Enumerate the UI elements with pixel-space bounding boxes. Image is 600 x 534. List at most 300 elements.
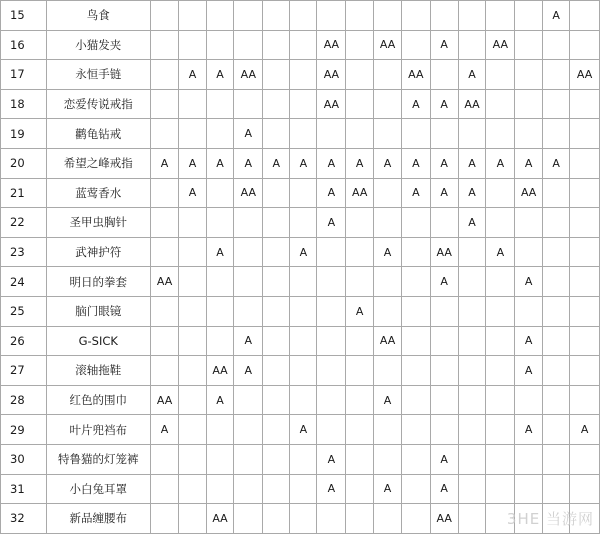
rating-cell [206,30,234,60]
rating-cell [346,504,374,534]
rating-cell: A [206,60,234,90]
rating-cell: A [206,148,234,178]
rating-cell [206,119,234,149]
rating-cell [206,326,234,356]
rating-cell [150,178,179,208]
rating-cell [150,444,179,474]
rating-cell [401,415,430,445]
rating-cell [150,504,179,534]
rating-cell [346,415,374,445]
rating-cell [486,474,515,504]
rating-cell [570,30,600,60]
rating-cell [570,385,600,415]
rating-cell [206,474,234,504]
rating-cell [515,444,543,474]
rating-cell [543,119,570,149]
rating-cell [263,267,290,297]
rating-cell: A [430,474,458,504]
table-row [1,326,600,356]
rating-cell: A [374,148,402,178]
rating-cell [263,296,290,326]
rating-cell [401,474,430,504]
rating-cell: AA [570,60,600,90]
rating-cell [570,356,600,386]
rating-cell: A [515,326,543,356]
rating-cell [290,474,317,504]
rating-cell [234,415,263,445]
rating-cell [570,148,600,178]
rating-cell: A [290,237,317,267]
rating-cell [263,178,290,208]
rating-cell [401,267,430,297]
rating-cell [458,296,486,326]
rating-cell [234,1,263,31]
rating-cell [374,208,402,238]
rating-cell [234,474,263,504]
rating-cell [290,1,317,31]
rating-cell [543,415,570,445]
rating-cell: A [430,30,458,60]
table-row [1,444,600,474]
rating-cell [458,504,486,534]
item-name: 恋爱传说戒指 [46,89,150,119]
rating-cell [374,504,402,534]
item-name: 永恒手链 [46,60,150,90]
rating-cell [290,208,317,238]
rating-cell [290,119,317,149]
row-number: 16 [1,30,47,60]
rating-cell: A [374,237,402,267]
item-name: 希望之峰戒指 [46,148,150,178]
rating-cell: AA [486,30,515,60]
table-row [1,60,600,90]
rating-cell [290,504,317,534]
rating-cell [515,296,543,326]
rating-cell [206,208,234,238]
rating-cell [206,1,234,31]
rating-cell [458,267,486,297]
rating-cell [430,296,458,326]
rating-cell [234,30,263,60]
rating-cell: A [263,148,290,178]
rating-cell: A [234,119,263,149]
rating-cell [346,326,374,356]
rating-cell [401,444,430,474]
rating-cell [290,356,317,386]
rating-cell [486,89,515,119]
rating-cell: A [346,296,374,326]
rating-cell [290,89,317,119]
rating-cell: A [515,356,543,386]
row-number: 19 [1,119,47,149]
rating-cell [234,385,263,415]
rating-cell [346,444,374,474]
row-number: 18 [1,89,47,119]
table-row [1,1,600,31]
rating-cell: A [570,415,600,445]
rating-cell [179,415,206,445]
rating-cell: AA [317,89,346,119]
rating-cell [234,89,263,119]
rating-cell [486,119,515,149]
row-number: 28 [1,385,47,415]
rating-cell [458,119,486,149]
rating-cell [263,60,290,90]
rating-cell [458,1,486,31]
rating-cell [179,326,206,356]
row-number: 27 [1,356,47,386]
row-number: 22 [1,208,47,238]
rating-cell [346,267,374,297]
rating-cell [263,326,290,356]
rating-cell [179,208,206,238]
rating-cell [317,504,346,534]
rating-cell [206,415,234,445]
table-row [1,415,600,445]
rating-cell: A [317,148,346,178]
rating-cell [317,356,346,386]
rating-cell [374,444,402,474]
rating-cell: A [543,1,570,31]
table-row [1,356,600,386]
rating-cell [543,237,570,267]
rating-cell [486,296,515,326]
rating-cell: AA [206,356,234,386]
rating-cell [150,326,179,356]
rating-cell: A [401,89,430,119]
rating-cell: A [290,415,317,445]
rating-cell [543,30,570,60]
rating-cell: A [515,267,543,297]
rating-cell [430,385,458,415]
rating-cell [430,119,458,149]
rating-cell [346,30,374,60]
table-row [1,119,600,149]
rating-cell [317,326,346,356]
rating-cell [317,415,346,445]
rating-cell [206,89,234,119]
rating-cell: A [430,178,458,208]
item-name: 小白兔耳罩 [46,474,150,504]
rating-cell [543,60,570,90]
rating-cell [317,237,346,267]
rating-cell [486,178,515,208]
rating-cell [430,208,458,238]
rating-cell [515,1,543,31]
rating-cell [486,1,515,31]
rating-cell [179,356,206,386]
rating-cell [179,385,206,415]
rating-cell [150,119,179,149]
rating-cell [430,1,458,31]
rating-cell [206,444,234,474]
rating-cell [570,89,600,119]
table-row [1,237,600,267]
rating-cell [374,267,402,297]
rating-cell [179,30,206,60]
rating-cell [263,415,290,445]
rating-cell [570,296,600,326]
rating-cell [458,444,486,474]
rating-cell [346,474,374,504]
rating-cell [150,208,179,238]
rating-cell [570,1,600,31]
rating-cell [346,89,374,119]
rating-cell: AA [234,178,263,208]
rating-cell [374,415,402,445]
item-name: 鹳龟钻戒 [46,119,150,149]
rating-cell: A [458,208,486,238]
rating-cell [486,326,515,356]
rating-cell [234,504,263,534]
rating-cell [263,119,290,149]
rating-cell [179,119,206,149]
rating-cell [317,1,346,31]
rating-cell: A [317,208,346,238]
rating-cell [543,178,570,208]
table-row [1,296,600,326]
rating-cell [515,208,543,238]
rating-cell [374,89,402,119]
rating-cell [290,60,317,90]
rating-cell: A [486,148,515,178]
rating-cell [179,296,206,326]
watermark-logo: 3HE 当游网 [506,510,594,528]
rating-cell [317,267,346,297]
rating-cell [179,474,206,504]
rating-cell [486,444,515,474]
rating-cell: A [234,148,263,178]
rating-cell [374,296,402,326]
rating-cell [206,267,234,297]
rating-cell [458,356,486,386]
rating-cell: AA [374,30,402,60]
rating-cell: A [317,474,346,504]
rating-cell [150,356,179,386]
rating-cell [150,474,179,504]
rating-cell: AA [515,178,543,208]
rating-cell [150,296,179,326]
rating-cell [290,296,317,326]
row-number: 21 [1,178,47,208]
table-row [1,178,600,208]
rating-cell [458,474,486,504]
rating-cell: A [401,178,430,208]
rating-cell [346,237,374,267]
item-name: 叶片兜裆布 [46,415,150,445]
table-row [1,89,600,119]
rating-cell: AA [234,60,263,90]
rating-cell [150,237,179,267]
rating-cell: A [430,444,458,474]
rating-cell [317,119,346,149]
item-name: 武神护符 [46,237,150,267]
rating-cell [543,385,570,415]
rating-cell [263,237,290,267]
rating-cell [486,415,515,445]
rating-cell [458,237,486,267]
rating-cell [515,89,543,119]
rating-cell [430,356,458,386]
row-number: 30 [1,444,47,474]
rating-cell [458,30,486,60]
rating-cell [263,504,290,534]
rating-cell: A [458,178,486,208]
rating-cell [430,60,458,90]
rating-cell [515,385,543,415]
rating-cell [150,1,179,31]
rating-cell [570,119,600,149]
item-name: 特鲁猫的灯笼裤 [46,444,150,474]
rating-cell [515,237,543,267]
rating-cell: A [458,60,486,90]
rating-cell [263,356,290,386]
item-name: 鸟食 [46,1,150,31]
item-name: 新品缠腰布 [46,504,150,534]
row-number: 25 [1,296,47,326]
rating-cell [263,208,290,238]
rating-cell [486,208,515,238]
rating-cell [515,474,543,504]
rating-cell: A [317,444,346,474]
rating-cell [430,326,458,356]
rating-cell: A [430,148,458,178]
rating-cell [401,385,430,415]
rating-cell: AA [374,326,402,356]
rating-cell [346,1,374,31]
rating-cell [263,1,290,31]
rating-cell [486,356,515,386]
rating-cell [290,30,317,60]
row-number: 26 [1,326,47,356]
rating-cell: AA [206,504,234,534]
rating-cell [346,208,374,238]
rating-cell [543,296,570,326]
rating-cell [206,296,234,326]
row-number: 32 [1,504,47,534]
rating-cell: A [346,148,374,178]
rating-cell: AA [430,237,458,267]
rating-cell [290,267,317,297]
rating-cell: A [179,148,206,178]
rating-cell [458,326,486,356]
rating-cell: AA [430,504,458,534]
rating-cell [570,267,600,297]
rating-cell: AA [317,30,346,60]
rating-cell [486,60,515,90]
rating-cell [570,208,600,238]
rating-cell: A [206,385,234,415]
item-name: 明日的拳套 [46,267,150,297]
item-name: 圣甲虫胸针 [46,208,150,238]
rating-cell [401,119,430,149]
rating-cell: A [150,148,179,178]
rating-cell [290,326,317,356]
rating-cell [401,296,430,326]
rating-cell [234,237,263,267]
rating-cell [346,119,374,149]
row-number: 31 [1,474,47,504]
rating-cell [263,474,290,504]
rating-cell [150,89,179,119]
rating-cell [179,89,206,119]
rating-cell [401,356,430,386]
rating-cell [317,385,346,415]
rating-cell [401,1,430,31]
rating-cell [346,356,374,386]
rating-cell: A [179,178,206,208]
rating-cell [374,356,402,386]
rating-cell [150,30,179,60]
rating-cell [179,444,206,474]
rating-cell [374,178,402,208]
rating-cell [234,444,263,474]
rating-cell: A [179,60,206,90]
rating-cell [346,385,374,415]
rating-cell [263,89,290,119]
table-row [1,474,600,504]
rating-cell: AA [346,178,374,208]
rating-cell [374,60,402,90]
item-name: G-SICK [46,326,150,356]
rating-cell [543,208,570,238]
item-name: 滚轴拖鞋 [46,356,150,386]
row-number: 15 [1,1,47,31]
rating-cell: A [458,148,486,178]
rating-cell [317,296,346,326]
rating-cell: AA [317,60,346,90]
table-row [1,267,600,297]
item-name: 脑门眼镜 [46,296,150,326]
rating-cell: AA [150,267,179,297]
rating-cell: A [543,148,570,178]
rating-cell [515,119,543,149]
rating-cell [401,30,430,60]
table-row [1,385,600,415]
rating-cell [543,444,570,474]
rating-cell [570,178,600,208]
rating-cell [543,474,570,504]
rating-cell [515,60,543,90]
rating-cell [234,267,263,297]
rating-cell [430,415,458,445]
rating-cell [290,444,317,474]
rating-cell [179,504,206,534]
rating-cell [374,119,402,149]
rating-cell: A [430,89,458,119]
row-number: 17 [1,60,47,90]
rating-cell [515,30,543,60]
item-name: 小猫发夹 [46,30,150,60]
rating-cell: AA [150,385,179,415]
rating-cell [401,208,430,238]
rating-cell [401,237,430,267]
rating-cell [486,385,515,415]
rating-cell [206,178,234,208]
rating-cell [263,30,290,60]
rating-cell [458,385,486,415]
table-row [1,30,600,60]
rating-cell [234,296,263,326]
table-row [1,148,600,178]
rating-cell [234,208,263,238]
rating-cell: A [150,415,179,445]
rating-cell [543,356,570,386]
rating-cell [263,444,290,474]
rating-cell [290,385,317,415]
rating-cell: A [486,237,515,267]
rating-cell [179,267,206,297]
